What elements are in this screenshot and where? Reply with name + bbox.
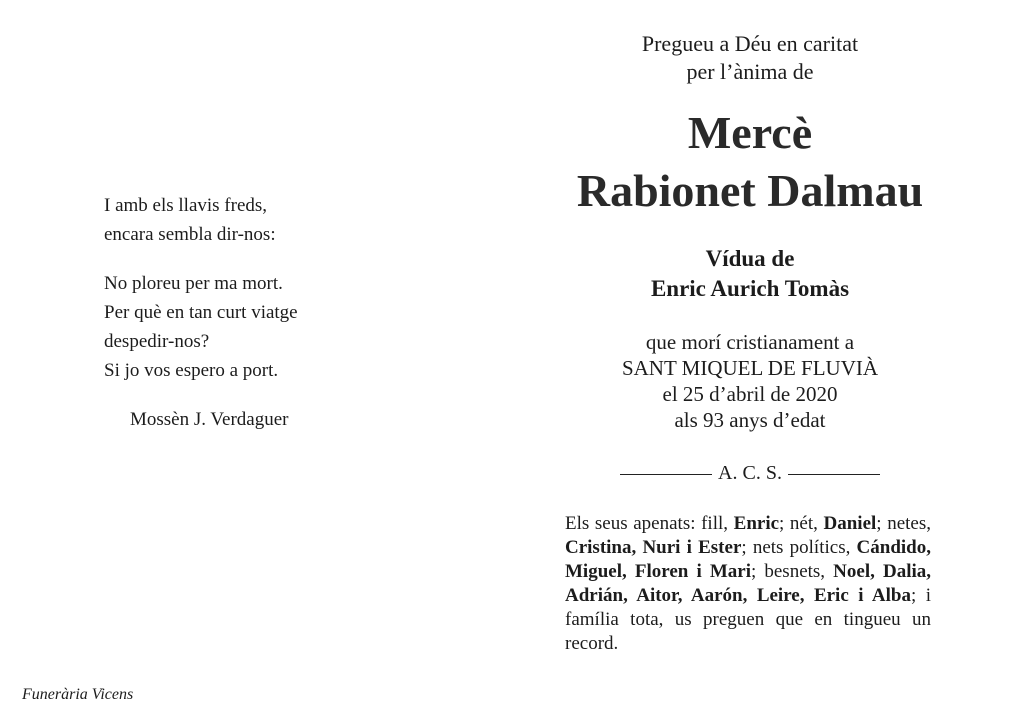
deceased-first-name: Mercè xyxy=(687,107,813,158)
prayer-heading xyxy=(540,30,960,86)
family-names: Noel, Dalia, Adrián, Aitor, Aarón, Leire, Eric i Alba xyxy=(565,561,931,606)
family-text-segment: Els seus apenats: fill, xyxy=(565,513,734,534)
family-names: Enric xyxy=(733,513,780,534)
poem-line: Si jo vos espero a port. xyxy=(104,360,279,381)
death-date: el 25 d’abril de 2020 xyxy=(662,382,838,406)
poem-line: No ploreu per ma mort. xyxy=(104,273,283,294)
poem xyxy=(104,191,298,434)
divider-rule-right xyxy=(788,474,880,475)
poem-line: I amb els llavis freds, xyxy=(104,195,268,216)
prayer-line: Pregueu a Déu en caritat xyxy=(641,31,859,56)
poem-line: despedir-nos? xyxy=(104,331,210,352)
death-age: als 93 anys d’edat xyxy=(674,408,826,432)
prayer-line: per l’ànima de xyxy=(686,59,814,84)
widow-label: Vídua de xyxy=(705,246,795,271)
widow-info xyxy=(540,244,960,304)
death-line: que morí cristianament a xyxy=(645,330,855,354)
deceased-name xyxy=(540,104,960,220)
poem-author: Mossèn J. Verdaguer xyxy=(130,409,289,430)
death-place: SANT MIQUEL DE FLUVIÀ xyxy=(621,356,879,380)
acs-text: A. C. S. xyxy=(718,462,782,484)
poem-stanza-1 xyxy=(104,191,298,249)
deceased-surnames: Rabionet Dalmau xyxy=(576,165,924,216)
family-text xyxy=(565,512,931,656)
family-names: Cándido, Miguel, Floren i Mari xyxy=(565,537,931,582)
family-text-segment: ; nets polítics, xyxy=(741,537,857,558)
family-text-segment: ; i família tota, us preguen que en tingueu un record. xyxy=(565,585,931,654)
funeral-home-name: Funerària Vicens xyxy=(22,686,134,703)
poem-stanza-2 xyxy=(104,269,298,385)
family-text-segment: ; besnets, xyxy=(750,561,834,582)
family-text-segment: ; netes, xyxy=(876,513,931,534)
spouse-name: Enric Aurich Tomàs xyxy=(650,276,850,301)
poem-line: Per què en tan curt viatge xyxy=(104,302,298,323)
family-names: Cristina, Nuri i Ester xyxy=(565,537,742,558)
divider-rule-left xyxy=(620,474,712,475)
acs-divider xyxy=(540,460,960,486)
family-names: Daniel xyxy=(823,513,877,534)
family-text-segment: ; nét, xyxy=(779,513,824,534)
death-info xyxy=(540,329,960,433)
poem-line: encara sembla dir-nos: xyxy=(104,224,276,245)
